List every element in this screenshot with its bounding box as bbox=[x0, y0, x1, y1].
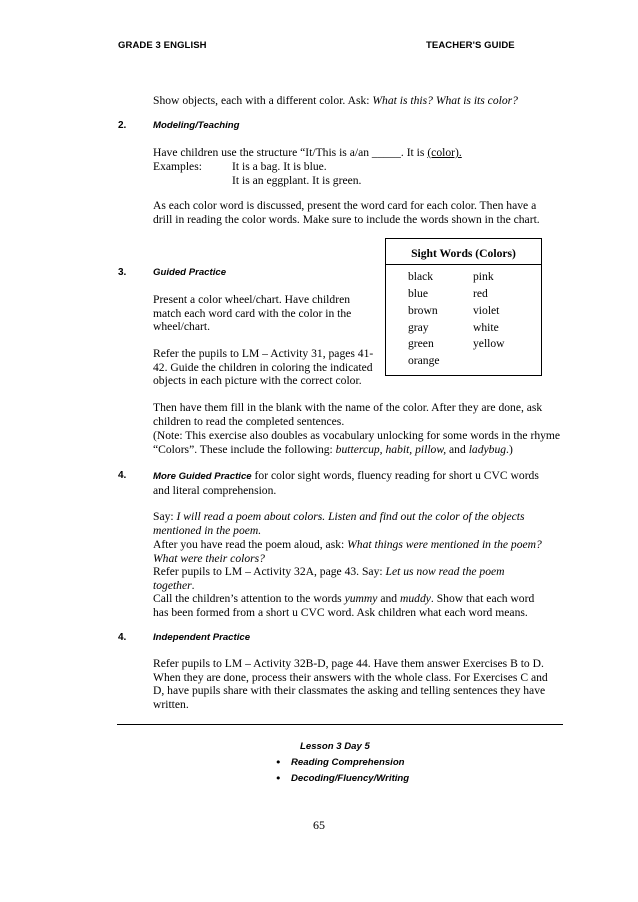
section-2-number: 2. bbox=[118, 120, 127, 131]
section-4-lead: More Guided Practice for color sight words, fluency reading for short u CVC words and literal comprehension. bbox=[153, 469, 539, 497]
sight-word: blue bbox=[408, 287, 428, 300]
call-paragraph: Call the children’s attention to the words yummy and muddy. Show that each word has been formed from a short u CVC word. Ask children what each word means. bbox=[153, 592, 535, 619]
section-3-paragraph-2: Refer the pupils to LM – Activity 31, pages 41-42. Guide the children in coloring the indicated objects in each picture with the correct color. bbox=[153, 347, 374, 388]
refer-paragraph: Refer pupils to LM – Activity 32A, page 43. Say: Let us now read the poem together. bbox=[153, 565, 505, 592]
horizontal-rule bbox=[117, 724, 563, 725]
lesson-item: Decoding/Fluency/Writing bbox=[291, 773, 410, 784]
section-3-paragraph-1: Present a color wheel/chart. Have children match each word card with the color in the wheel/chart. bbox=[153, 293, 352, 334]
section-2-title: Modeling/Teaching bbox=[153, 120, 240, 131]
sight-word: orange bbox=[408, 354, 440, 367]
lesson-title: Lesson 3 Day 5 bbox=[300, 741, 370, 752]
bullet-icon: • bbox=[275, 772, 282, 785]
section-2-paragraph: As each color word is discussed, present the word card for each color. Then have a drill in reading the color words. Make sure to include the words shown in the chart. bbox=[153, 199, 540, 226]
section-3-note: (Note: This exercise also doubles as vocabulary unlocking for some words in the rhyme “Colors”. These include the following: buttercup, habit, pillow, and ladybug.) bbox=[153, 429, 561, 456]
sight-word: gray bbox=[408, 321, 429, 334]
section-3-number: 3. bbox=[118, 267, 127, 278]
page-number: 65 bbox=[313, 818, 325, 832]
say-paragraph: Say: I will read a poem about colors. Listen and find out the color of the objects mentioned in the poem. bbox=[153, 510, 525, 537]
example-1: It is a bag. It is blue. bbox=[232, 160, 327, 173]
running-header-right: TEACHER'S GUIDE bbox=[426, 40, 515, 51]
sight-word: pink bbox=[473, 270, 494, 283]
section-5-title: Independent Practice bbox=[153, 632, 251, 643]
sight-word: brown bbox=[408, 304, 438, 317]
section-3-title: Guided Practice bbox=[153, 267, 227, 278]
running-header-left: GRADE 3 ENGLISH bbox=[118, 40, 207, 51]
sight-word: green bbox=[408, 337, 434, 350]
section-4-number: 4. bbox=[118, 470, 127, 481]
sight-words-title: Sight Words (Colors) bbox=[411, 247, 516, 260]
bullet-icon: • bbox=[275, 756, 282, 769]
section-5-paragraph: Refer pupils to LM – Activity 32B-D, page 44. Have them answer Exercises B to D. When they are done, process their answers with the whole class. For Exercises C and D, have pupils share with their classmates the asking and telling sentences they have written. bbox=[153, 657, 548, 711]
sight-word: white bbox=[473, 321, 499, 334]
sight-word: violet bbox=[473, 304, 500, 317]
sight-words-box bbox=[385, 238, 542, 376]
sight-word: red bbox=[473, 287, 488, 300]
sight-word: yellow bbox=[473, 337, 505, 350]
sight-word: black bbox=[408, 270, 434, 283]
after-paragraph: After you have read the poem aloud, ask: What things were mentioned in the poem? What were their colors? bbox=[153, 538, 542, 565]
section-5-number: 4. bbox=[118, 632, 127, 643]
structure-line: Have children use the structure “It/This is a/an _____. It is (color). bbox=[153, 146, 462, 159]
intro-paragraph: Show objects, each with a different color. Ask: What is this? What is its color? bbox=[153, 94, 518, 107]
lesson-item: Reading Comprehension bbox=[291, 757, 405, 768]
section-3-paragraph-3: Then have them fill in the blank with the name of the color. After they are done, ask children to read the completed sentences. bbox=[153, 401, 543, 428]
example-2: It is an eggplant. It is green. bbox=[232, 174, 362, 187]
examples-label: Examples: bbox=[153, 160, 202, 173]
box-divider bbox=[386, 264, 541, 265]
